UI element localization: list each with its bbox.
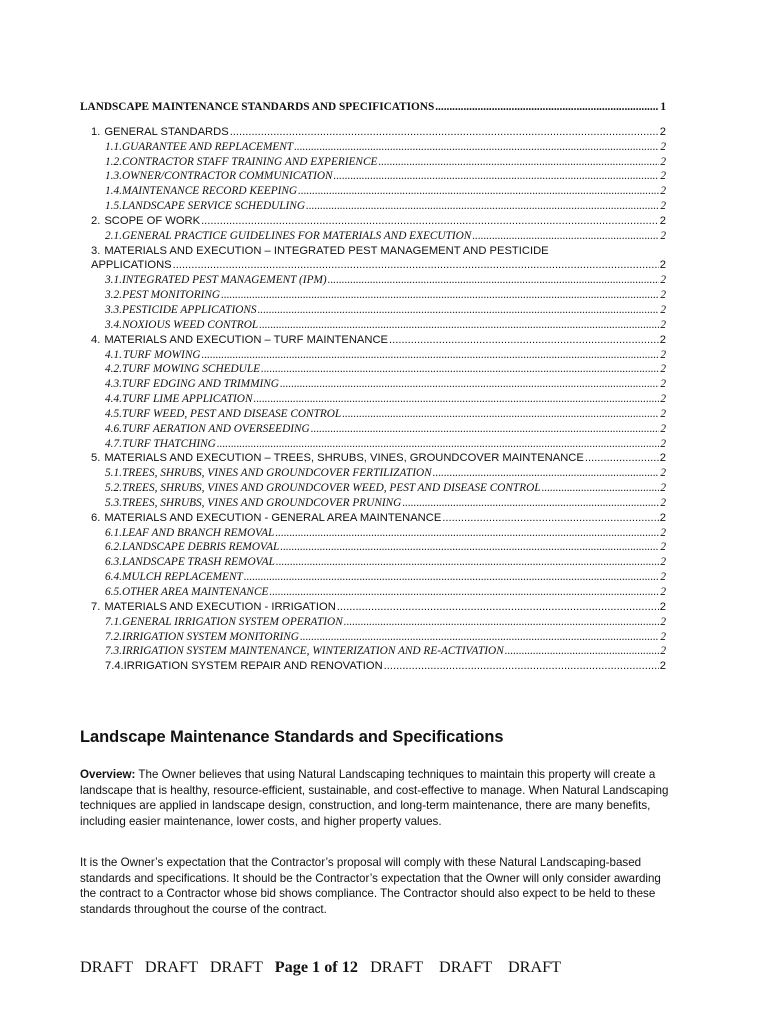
toc-entry-page: 2 xyxy=(660,496,666,509)
toc-entry-page: 2 xyxy=(660,615,666,628)
toc-entry-page: 2 xyxy=(660,556,666,569)
toc-leader-dots xyxy=(337,600,659,615)
toc-entry-page: 2 xyxy=(659,125,666,138)
toc-section-title: SCOPE OF WORK xyxy=(104,214,201,227)
toc-leader-dots xyxy=(280,540,659,555)
toc-section-number: 4. xyxy=(91,333,101,346)
toc-subsection-number: 5.2. xyxy=(105,482,122,495)
toc-subsection-4-4[interactable] xyxy=(80,392,666,407)
toc-subsection-number: 3.3. xyxy=(105,303,122,316)
toc-entry-page: 2 xyxy=(660,318,666,331)
toc-subsection-title: TURF WEED, PEST AND DISEASE CONTROL xyxy=(121,407,342,420)
toc-entry-page: 2 xyxy=(660,407,666,420)
toc-entry-page: 2 xyxy=(660,645,666,658)
toc-subsection-number: 6.2. xyxy=(105,541,122,554)
toc-subsection-title: CONTRACTOR STAFF TRAINING AND EXPERIENCE xyxy=(121,155,378,168)
toc-subsection-number: 6.4. xyxy=(105,571,122,584)
toc-subsection-number: 6.1. xyxy=(105,526,122,539)
toc-subsection-number: 7.2. xyxy=(105,630,122,643)
toc-subsection-number: 4.7. xyxy=(105,437,122,450)
footer-draft-right: DRAFT DRAFT DRAFT xyxy=(357,958,562,976)
toc-entry-page: 2 xyxy=(660,571,666,584)
toc-subsection-3-4[interactable] xyxy=(80,318,666,333)
toc-subsection-number: 2.1. xyxy=(105,229,122,242)
toc-section-4[interactable] xyxy=(80,333,666,348)
toc-section-number: 1. xyxy=(91,125,101,138)
toc-section-number: 2. xyxy=(91,214,101,227)
toc-subsection-4-1[interactable] xyxy=(80,348,666,363)
toc-entry-page: 2 xyxy=(659,511,666,524)
toc-subsection-number: 3.2. xyxy=(105,289,122,302)
overview-text: The Owner believes that using Natural Landscaping techniques to maintain this property will create a landscape that is healthy, resource-efficient, sustainable, and cost-effective to manage. When Natural Landscaping techniques are applied in landscape design, construction, and long-term maintenance, there are many benefits, including easier maintenance, lower costs, and higher property values. xyxy=(80,768,669,828)
toc-leader-dots xyxy=(258,303,660,318)
footer-page-number: Page 1 of 12 xyxy=(274,958,358,976)
toc-leader-dots xyxy=(505,644,660,659)
toc-subsection-5-3[interactable] xyxy=(80,496,666,511)
toc-entry-page: 2 xyxy=(660,200,666,213)
toc-subsection-title: IRRIGATION SYSTEM MONITORING xyxy=(121,630,299,643)
toc-leader-dots xyxy=(435,100,659,115)
toc-subsection-7-4[interactable] xyxy=(80,659,666,674)
toc-entry-page: 2 xyxy=(660,378,666,391)
toc-subsection-1-4[interactable] xyxy=(80,184,666,199)
toc-subsection-6-4[interactable] xyxy=(80,570,666,585)
toc-subsection-number: 7.1. xyxy=(105,615,122,628)
toc-subsection-3-3[interactable] xyxy=(80,303,666,318)
toc-leader-dots xyxy=(173,258,659,273)
toc-subsection-4-6[interactable] xyxy=(80,422,666,437)
toc-entry-title: LANDSCAPE MAINTENANCE STANDARDS AND SPECIFICATIONS xyxy=(80,101,435,113)
toc-subsection-title: GENERAL IRRIGATION SYSTEM OPERATION xyxy=(121,615,343,628)
toc-leader-dots xyxy=(259,318,659,333)
toc-leader-dots xyxy=(298,184,659,199)
toc-subsection-6-1[interactable] xyxy=(80,526,666,541)
toc-section-number: 3. xyxy=(91,244,101,257)
toc-subsection-7-3[interactable] xyxy=(80,644,666,659)
toc-leader-dots xyxy=(217,437,660,452)
toc-section-title: MATERIALS AND EXECUTION - IRRIGATION xyxy=(104,600,336,613)
toc-subsection-3-1[interactable] xyxy=(80,273,666,288)
toc-leader-dots xyxy=(585,451,659,466)
toc-subsection-number: 7.3. xyxy=(105,645,122,658)
toc-entry-page: 2 xyxy=(660,140,666,153)
toc-subsection-number: 1.2. xyxy=(105,155,122,168)
toc-section-title: MATERIALS AND EXECUTION – TREES, SHRUBS, VINES, GROUNDCOVER MAINTENANCE xyxy=(104,452,584,465)
toc-subsection-1-2[interactable] xyxy=(80,155,666,170)
toc-entry-page: 2 xyxy=(660,363,666,376)
page-title: Landscape Maintenance Standards and Specifications xyxy=(80,728,504,746)
toc-section-3-line1[interactable] xyxy=(80,244,666,259)
toc-subsection-title: TURF AERATION AND OVERSEEDING xyxy=(121,422,310,435)
table-of-contents xyxy=(80,100,666,674)
toc-subsection-title: PEST MONITORING xyxy=(122,289,221,302)
toc-entry-page: 2 xyxy=(660,630,666,643)
toc-section-number: 7. xyxy=(91,600,101,613)
toc-subsection-title: INTEGRATED PEST MANAGEMENT (IPM) xyxy=(121,274,327,287)
toc-leader-dots xyxy=(221,288,659,303)
toc-leader-dots xyxy=(244,570,660,585)
toc-entry-page: 2 xyxy=(660,586,666,598)
toc-subsection-7-2[interactable] xyxy=(80,630,666,645)
toc-subsection-title: TREES, SHRUBS, VINES AND GROUNDCOVER PRUNING xyxy=(121,496,402,509)
toc-section-2[interactable] xyxy=(80,214,666,229)
toc-subsection-number: 4.3. xyxy=(105,378,122,391)
toc-entry-page: 2 xyxy=(660,437,666,450)
toc-subsection-title: LANDSCAPE DEBRIS REMOVAL xyxy=(121,541,280,554)
toc-leader-dots xyxy=(334,169,660,184)
toc-subsection-title: TURF MOWING SCHEDULE xyxy=(121,363,261,376)
toc-subsection-number: 1.4. xyxy=(105,185,122,198)
toc-subsection-number: 1.3. xyxy=(105,170,122,183)
toc-entry-page: 2 xyxy=(660,229,666,242)
toc-entry-page: 2 xyxy=(660,422,666,435)
toc-section-number: 5. xyxy=(91,452,101,465)
toc-entry-page: 2 xyxy=(660,393,666,406)
toc-entry-page: 2 xyxy=(660,185,666,198)
toc-section-7[interactable] xyxy=(80,600,666,615)
toc-leader-dots xyxy=(306,199,659,214)
toc-leader-dots xyxy=(442,511,658,526)
toc-subsection-title: OTHER AREA MAINTENANCE xyxy=(121,586,269,598)
toc-subsection-title: TURF MOWING xyxy=(123,348,201,361)
toc-leader-dots xyxy=(201,214,659,229)
toc-subsection-title: TURF LIME APPLICATION xyxy=(121,393,253,406)
toc-leader-dots xyxy=(542,481,660,496)
toc-leader-dots xyxy=(275,526,659,541)
toc-subsection-4-5[interactable] xyxy=(80,407,666,422)
toc-leader-dots xyxy=(269,585,659,600)
overview-label: Overview: xyxy=(80,768,136,781)
toc-entry-page: 2 xyxy=(659,259,666,272)
toc-leader-dots xyxy=(230,125,659,140)
toc-section-number: 6. xyxy=(91,511,101,524)
toc-section-title: GENERAL STANDARDS xyxy=(104,125,229,138)
toc-subsection-title: GUARANTEE AND REPLACEMENT xyxy=(121,140,294,153)
toc-entry-page: 2 xyxy=(660,303,666,316)
toc-subsection-title: OWNER/CONTRACTOR COMMUNICATION xyxy=(121,170,333,183)
toc-leader-dots xyxy=(202,348,660,363)
toc-subsection-4-2[interactable] xyxy=(80,362,666,377)
toc-leader-dots xyxy=(433,466,660,481)
toc-subsection-number: 4.4. xyxy=(105,393,122,406)
toc-subsection-title: LANDSCAPE SERVICE SCHEDULING xyxy=(121,200,306,213)
toc-subsection-7-1[interactable] xyxy=(80,615,666,630)
toc-leader-dots xyxy=(342,407,659,422)
toc-leader-dots xyxy=(280,377,659,392)
toc-subsection-number: 4.5. xyxy=(105,407,122,420)
toc-subsection-1-5[interactable] xyxy=(80,199,666,214)
toc-subsection-title: PESTICIDE APPLICATIONS xyxy=(121,303,257,316)
toc-leader-dots xyxy=(254,392,660,407)
toc-entry-page: 2 xyxy=(660,155,666,168)
toc-subsection-title: TURF THATCHING xyxy=(122,437,216,450)
toc-subsection-title: TREES, SHRUBS, VINES AND GROUNDCOVER WEED, PEST AND DISEASE CONTROL xyxy=(121,482,541,495)
toc-leader-dots xyxy=(389,333,659,348)
toc-leader-dots xyxy=(378,155,659,170)
toc-leader-dots xyxy=(294,140,659,155)
toc-subsection-number: 5.1. xyxy=(105,467,122,480)
toc-entry-page: 2 xyxy=(659,214,666,227)
toc-subsection-number: 5.3. xyxy=(105,496,122,509)
toc-section-1[interactable] xyxy=(80,125,666,140)
toc-entry-page: 2 xyxy=(660,467,666,480)
toc-subsection-6-5[interactable] xyxy=(80,585,666,600)
toc-subsection-2-1[interactable] xyxy=(80,229,666,244)
toc-subsection-title: IRRIGATION SYSTEM REPAIR AND RENOVATION xyxy=(123,660,383,673)
toc-leader-dots xyxy=(300,630,659,645)
toc-subsection-number: 3.1. xyxy=(105,274,122,287)
toc-leader-dots xyxy=(261,362,659,377)
toc-subsection-number: 4.1. xyxy=(105,348,122,361)
toc-subsection-number: 4.2. xyxy=(105,363,122,376)
toc-subsection-title: TREES, SHRUBS, VINES AND GROUNDCOVER FERTILIZATION xyxy=(121,467,432,480)
toc-entry-page: 2 xyxy=(660,526,666,539)
toc-section-3[interactable] xyxy=(80,258,666,273)
toc-subsection-number: 1.1. xyxy=(105,140,122,153)
toc-entry-main[interactable] xyxy=(80,100,666,115)
toc-section-title-cont: APPLICATIONS xyxy=(91,259,172,272)
toc-leader-dots xyxy=(384,659,659,674)
toc-subsection-number: 7.4. xyxy=(105,660,124,673)
footer-draft-left: DRAFT DRAFT DRAFT xyxy=(80,958,275,976)
toc-subsection-title: MULCH REPLACEMENT xyxy=(121,571,243,584)
toc-subsection-1-1[interactable] xyxy=(80,140,666,155)
toc-entry-page: 2 xyxy=(659,452,666,465)
toc-subsection-number: 1.5. xyxy=(105,200,122,213)
toc-entry-page: 2 xyxy=(660,541,666,554)
toc-subsection-title: NOXIOUS WEED CONTROL xyxy=(121,318,259,331)
toc-subsection-6-2[interactable] xyxy=(80,540,666,555)
toc-entry-page: 2 xyxy=(660,482,666,495)
toc-leader-dots xyxy=(276,555,659,570)
toc-entry-page: 2 xyxy=(660,274,666,287)
toc-entry-page: 2 xyxy=(660,348,666,361)
toc-subsection-number: 4.6. xyxy=(105,422,122,435)
toc-section-title: MATERIALS AND EXECUTION – TURF MAINTENANCE xyxy=(104,333,389,346)
toc-section-title: MATERIALS AND EXECUTION – INTEGRATED PEST MANAGEMENT AND PESTICIDE xyxy=(104,244,549,257)
toc-subsection-number: 6.5. xyxy=(105,586,122,598)
toc-leader-dots xyxy=(311,422,660,437)
toc-entry-page: 2 xyxy=(659,600,666,613)
toc-subsection-5-1[interactable] xyxy=(80,466,666,481)
toc-subsection-title: TURF EDGING AND TRIMMING xyxy=(121,378,279,391)
page-footer xyxy=(80,958,680,977)
toc-section-5[interactable] xyxy=(80,451,666,466)
overview-paragraph xyxy=(80,767,680,829)
toc-subsection-3-2[interactable] xyxy=(80,288,666,303)
toc-section-title: MATERIALS AND EXECUTION - GENERAL AREA MAINTENANCE xyxy=(104,511,442,524)
toc-section-6[interactable] xyxy=(80,511,666,526)
toc-entry-page: 1 xyxy=(660,101,666,113)
toc-subsection-6-3[interactable] xyxy=(80,555,666,570)
toc-entry-page: 2 xyxy=(660,170,666,183)
expectation-paragraph: It is the Owner’s expectation that the Contractor’s proposal will comply with these Natural Landscaping-based standards and specifications. It should be the Contractor’s expectation that the Owner will only consider awarding the contract to a Contractor whose bid shows compliance. The Contractor should also expect to be held to these standards throughout the course of the contract. xyxy=(80,856,661,916)
toc-subsection-4-3[interactable] xyxy=(80,377,666,392)
toc-subsection-1-3[interactable] xyxy=(80,169,666,184)
toc-leader-dots xyxy=(328,273,660,288)
toc-leader-dots xyxy=(472,229,659,244)
toc-subsection-title: IRRIGATION SYSTEM MAINTENANCE, WINTERIZATION AND RE-ACTIVATION xyxy=(121,645,504,658)
toc-entry-page: 2 xyxy=(659,660,666,673)
toc-leader-dots xyxy=(402,496,659,511)
toc-subsection-title: LANDSCAPE TRASH REMOVAL xyxy=(121,556,275,569)
toc-subsection-title: LEAF AND BRANCH REMOVAL xyxy=(121,526,275,539)
toc-subsection-number: 3.4. xyxy=(105,318,122,331)
toc-subsection-title: GENERAL PRACTICE GUIDELINES FOR MATERIALS AND EXECUTION xyxy=(121,229,472,242)
toc-subsection-title: MAINTENANCE RECORD KEEPING xyxy=(121,185,298,198)
toc-leader-dots xyxy=(344,615,660,630)
toc-entry-page: 2 xyxy=(660,289,666,302)
toc-subsection-4-7[interactable] xyxy=(80,437,666,452)
toc-subsection-5-2[interactable] xyxy=(80,481,666,496)
toc-subsection-number: 6.3. xyxy=(105,556,122,569)
toc-entry-page: 2 xyxy=(659,333,666,346)
